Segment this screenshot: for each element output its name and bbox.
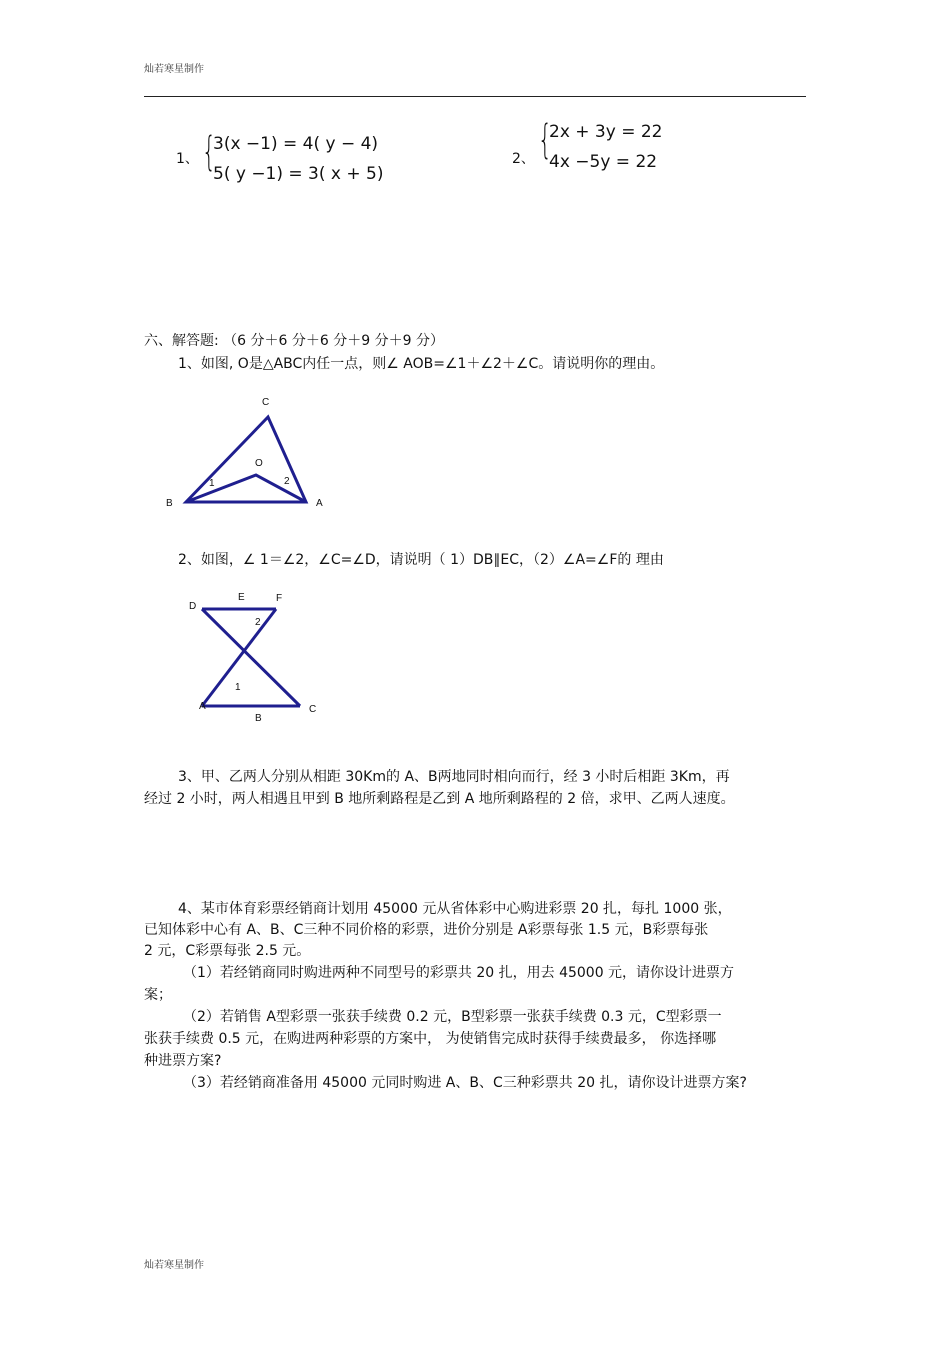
system-1-number: 1、 xyxy=(176,151,199,167)
label-angle-2: 2 xyxy=(255,617,261,628)
system-2-number: 2、 xyxy=(512,151,535,167)
label-o: O xyxy=(255,458,263,469)
label-angle-2: 2 xyxy=(284,476,290,487)
triangle-figure xyxy=(160,390,340,515)
question-4-part-2-cont-1: 张获手续费 0.5 元，在购进两种彩票的方案中， 为使销售完成时获得手续费最多， 你选择哪 xyxy=(144,1031,717,1047)
section-title: 六、解答题: （6 分＋6 分＋6 分＋9 分＋9 分） xyxy=(144,333,444,349)
question-4-part-1: （1）若经销商同时购进两种不同型号的彩票共 20 扎，用去 45000 元，请你设计进票方 xyxy=(183,965,735,981)
crossed-lines-figure xyxy=(180,585,330,725)
question-4-part-2-cont-2: 种进票方案? xyxy=(144,1053,222,1069)
system-1-brace: { xyxy=(202,129,216,175)
line-dc xyxy=(202,609,300,706)
question-4-part-3: （3）若经销商准备用 45000 元同时购进 A、B、C三种彩票共 20 扎，请你设计进票方案? xyxy=(183,1075,747,1091)
header-divider xyxy=(144,96,806,97)
system-1-eq1: 3(x −1) = 4( y − 4) xyxy=(213,134,379,154)
system-2-eq2: 4x −5y = 22 xyxy=(549,152,658,172)
label-a: A xyxy=(316,498,323,509)
label-b: B xyxy=(255,713,262,724)
question-4-part-1-cont: 案； xyxy=(144,987,172,1003)
label-b: B xyxy=(166,498,173,509)
question-1-text: 1、如图, O是△ABC内任一点，则∠ AOB=∠1＋∠2＋∠C。请说明你的理由。 xyxy=(178,356,665,372)
label-angle-1: 1 xyxy=(209,478,215,489)
label-a: A xyxy=(199,701,206,712)
question-3-line-2: 经过 2 小时，两人相遇且甲到 B 地所剩路程是乙到 A 地所剩路程的 2 倍，求甲、乙两人速度。 xyxy=(144,791,735,807)
label-angle-1: 1 xyxy=(235,682,241,693)
label-e: E xyxy=(238,592,245,603)
system-2-eq1: 2x + 3y = 22 xyxy=(549,122,663,142)
header-label: 灿若寒星制作 xyxy=(144,64,204,75)
question-4-line-3: 2 元，C彩票每张 2.5 元。 xyxy=(144,943,311,959)
system-2-brace: { xyxy=(538,117,552,163)
label-c: C xyxy=(262,397,270,408)
label-f: F xyxy=(276,593,283,604)
question-3-line-1: 3、甲、乙两人分别从相距 30Km的 A、B两地同时相向而行，经 3 小时后相距 3Km，再 xyxy=(178,769,730,785)
question-4-line-1: 4、某市体育彩票经销商计划用 45000 元从省体彩中心购进彩票 20 扎，每扎 1000 张， xyxy=(178,901,732,917)
triangle-abc xyxy=(186,417,306,502)
question-4-line-2: 已知体彩中心有 A、B、C三种不同价格的彩票，进价分别是 A彩票每张 1.5 元，B彩票每张 xyxy=(144,922,709,938)
footer-label: 灿若寒星制作 xyxy=(144,1260,204,1271)
question-4-part-2: （2）若销售 A型彩票一张获手续费 0.2 元，B型彩票一张获手续费 0.3 元，C型彩票一 xyxy=(183,1009,722,1025)
label-d: D xyxy=(189,601,197,612)
system-1-eq2: 5( y −1) = 3( x + 5) xyxy=(213,164,384,184)
label-c: C xyxy=(309,704,317,715)
question-2-text: 2、如图，∠ 1＝∠2，∠C=∠D，请说明（ 1）DB∥EC，（2）∠A=∠F的 理由 xyxy=(178,552,664,568)
